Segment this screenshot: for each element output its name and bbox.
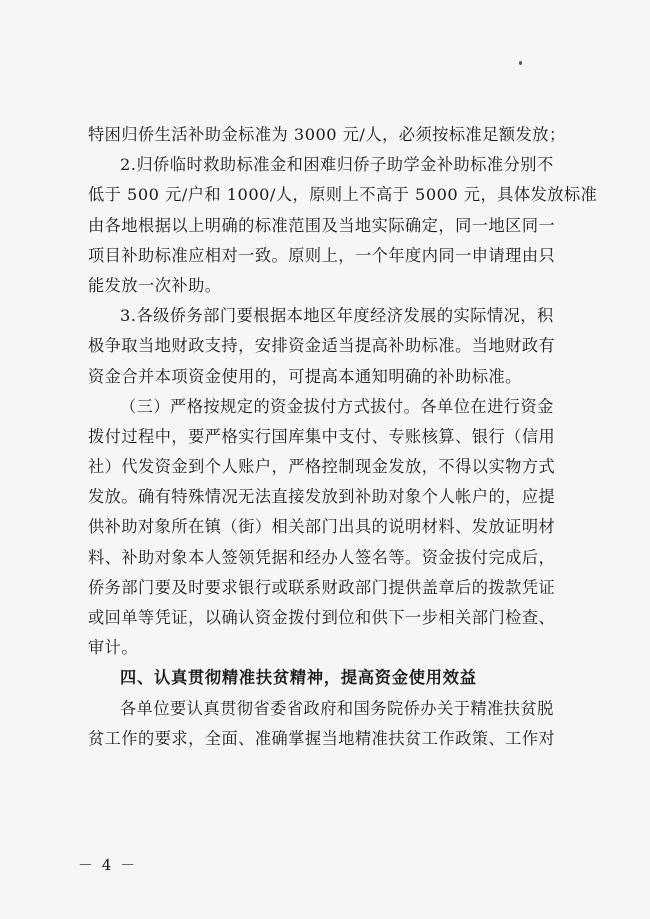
text-line: 特困归侨生活补助金标准为 3000 元/人，必须按标准足额发放； — [88, 125, 566, 144]
text-line: 能发放一次补助。 — [88, 275, 222, 295]
document-body — [88, 120, 598, 754]
ink-speck — [519, 61, 522, 65]
text-line: （三）严格按规定的资金拔付方式拔付。各单位在进行资金 — [120, 396, 554, 416]
text-line: 资金合并本项资金使用的，可提高本通知明确的补助标准。 — [88, 366, 522, 386]
section-heading: 四、认真贯彻精准扶贫精神，提高资金使用效益 — [120, 668, 477, 688]
text-line: 项目补助标准应相对一致。原则上，一个年度内同一申请理由只 — [88, 245, 556, 265]
page-number: － 4 － — [78, 856, 138, 874]
text-line: 审计。 — [88, 638, 139, 658]
text-line: 3.各级侨务部门要根据本地区年度经济发展的实际情况，积 — [120, 306, 554, 326]
text-line: 由各地根据以上明确的标准范围及当地实际确定，同一地区同一 — [88, 215, 556, 235]
text-line: 供补助对象所在镇（街）相关部门出具的说明材料、发放证明材 — [88, 517, 556, 537]
text-line: 料、补助对象本人签领凭据和经办人签名等。资金拔付完成后， — [88, 547, 556, 567]
text-line: 拨付过程中，要严格实行国库集中支付、专账核算、银行（信用 — [88, 426, 556, 446]
text-line: 社）代发资金到个人账户，严格控制现金发放，不得以实物方式 — [88, 457, 556, 477]
text-line: 低于 500 元/户和 1000/人，原则上不高于 5000 元，具体发放标准 — [88, 185, 598, 205]
text-line: 侨务部门要及时要求银行或联系财政部门提供盖章后的拨款凭证 — [88, 577, 556, 597]
text-line: 或回单等凭证，以确认资金拨付到位和供下一步相关部门检查、 — [88, 608, 556, 627]
text-line: 发放。确有特殊情况无法直接发放到补助对象个人帐户的，应提 — [88, 487, 556, 507]
text-line: 2.归侨临时救助标准金和困难归侨子助学金补助标准分别不 — [120, 155, 554, 175]
text-line: 各单位要认真贯彻省委省政府和国务院侨办关于精准扶贫脱 — [120, 698, 554, 718]
text-line: 贫工作的要求，全面、准确掌握当地精准扶贫工作政策、工作对 — [88, 728, 556, 748]
text-line: 极争取当地财政支持，安排资金适当提高补助标准。当地财政有 — [88, 336, 556, 356]
